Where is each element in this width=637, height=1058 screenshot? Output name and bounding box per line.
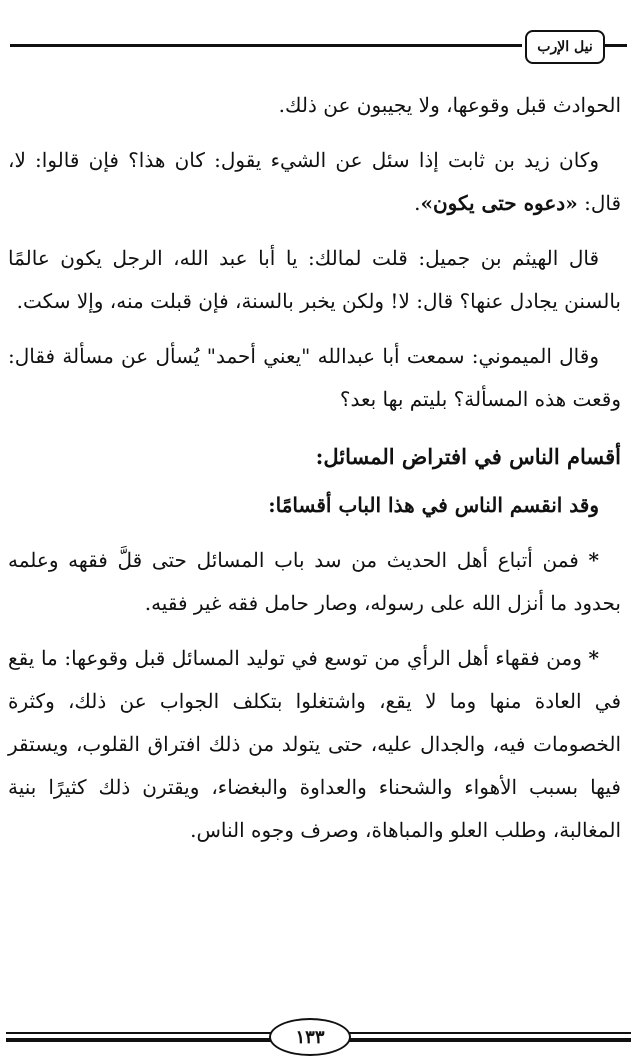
paragraph-5: * فمن أتباع أهل الحديث من سد باب المسائل حتى قلَّ فقهه وعلمه بحدود ما أنزل الله على رسوله، وصار حامل فقه غير فقيه. <box>8 548 621 615</box>
paragraph-2: وكان زيد بن ثابت إذا سئل عن الشيء يقول: كان هذا؟ فإن قالوا: لا، قال: «دعوه حتى يكون». <box>8 148 621 215</box>
header-rule-right <box>605 44 627 47</box>
quote-bold: «دعوه حتى يكون» <box>420 191 578 215</box>
section-heading: أقسام الناس في افتراض المسائل: <box>315 444 621 469</box>
page-number: ١٣٣ <box>269 1018 351 1056</box>
section-subheading: وقد انقسم الناس في هذا الباب أقسامًا: <box>268 493 599 517</box>
page-body <box>8 84 621 864</box>
paragraph-3: قال الهيثم بن جميل: قلت لمالك: يا أبا عبد الله، الرجل يكون عالمًا بالسنن يجادل عنها؟ قال: لا! ولكن يخبر بالسنة، فإن قبلت منه، وإلا سكت. <box>8 246 621 313</box>
bullet-star-icon: * <box>588 548 599 572</box>
bullet-star-icon: * <box>588 646 599 670</box>
paragraph-1: الحوادث قبل وقوعها، ولا يجيبون عن ذلك. <box>278 93 621 117</box>
running-header-title <box>525 30 605 64</box>
paragraph-6: * ومن فقهاء أهل الرأي من توسع في توليد المسائل قبل وقوعها: ما يقع في العادة منها وما لا يقع، واشتغلوا بتكلف الجواب عن ذلك، وكثرة الخصومات فيه، والجدال عليه، حتى يتولد من ذلك افتراق القلوب، ويستقر فيها بسبب الأهواء والشحناء والعداوة والبغضاء، ويقترن ذلك كثيرًا بنية المغالبة، وطلب العلو والمباهاة، وصرف وجوه الناس. <box>8 646 622 842</box>
header-title-text: نيل الإرب <box>537 39 593 55</box>
header-rule <box>10 44 522 47</box>
paragraph-4: وقال الميموني: سمعت أبا عبدالله "يعني أحمد" يُسأل عن مسألة فقال: وقعت هذه المسألة؟ بليتم بها بعد؟ <box>8 344 621 411</box>
